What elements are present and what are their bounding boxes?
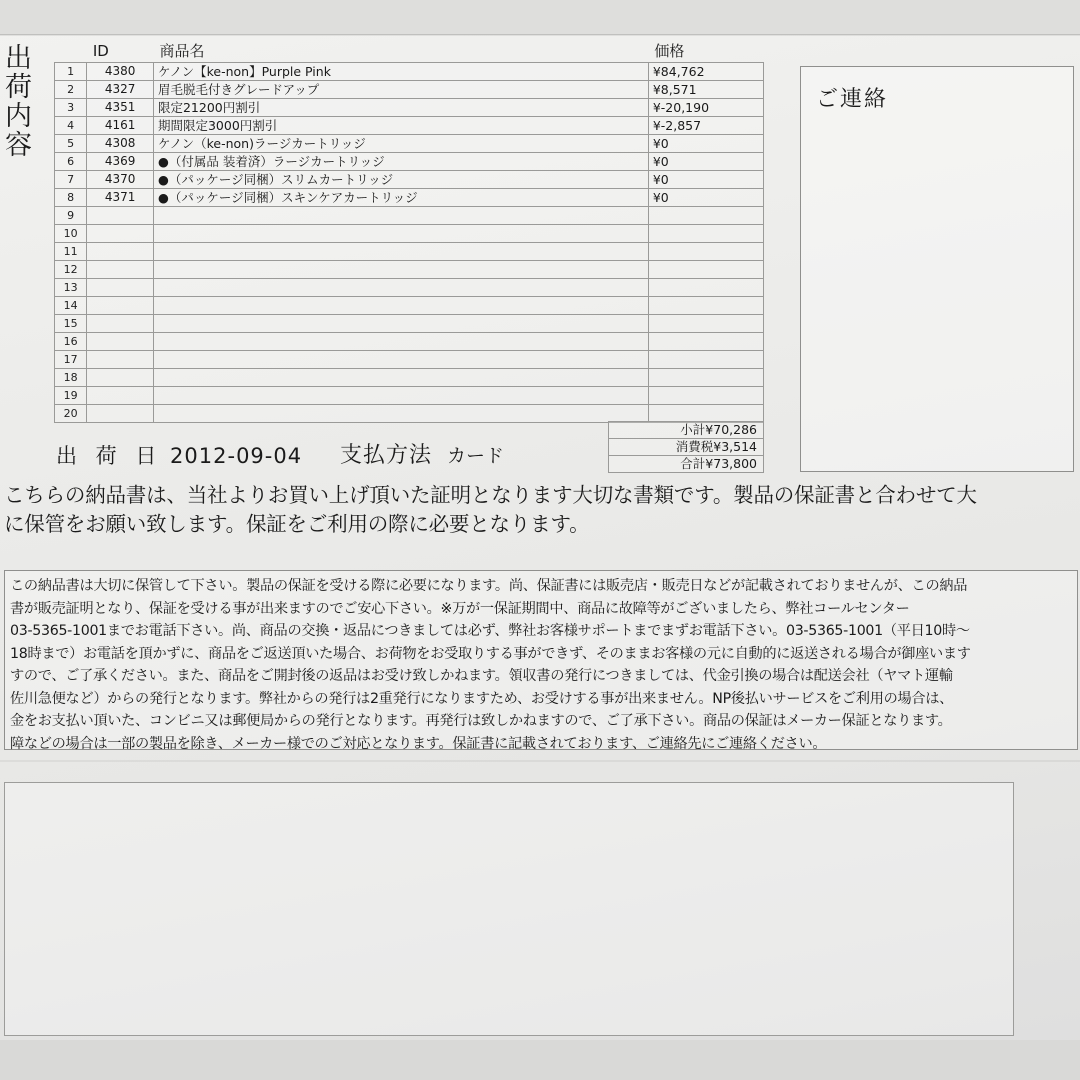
row-product-name: ケノン【ke-non】Purple Pink — [153, 63, 648, 81]
row-product-name — [153, 297, 648, 315]
row-product-name — [153, 261, 648, 279]
row-number: 14 — [55, 297, 87, 315]
table-row — [55, 153, 764, 171]
paper-bottom-shade — [0, 1040, 1080, 1080]
row-price: ¥0 — [648, 189, 763, 207]
row-product-name: ●（パッケージ同梱）スリムカートリッジ — [153, 171, 648, 189]
row-price: ¥8,571 — [648, 81, 763, 99]
paper-top-shade — [0, 0, 1080, 35]
row-number: 16 — [55, 333, 87, 351]
row-product-name: 限定21200円割引 — [153, 99, 648, 117]
row-product-name: ●（付属品 装着済）ラージカートリッジ — [153, 153, 648, 171]
row-number: 4 — [55, 117, 87, 135]
column-header-no — [55, 40, 87, 63]
row-number: 6 — [55, 153, 87, 171]
table-row — [55, 315, 764, 333]
fineprint-line-8: 障などの場合は一部の製品を除き、メーカー様でのご対応となります。保証書に記載されております、ご連絡先にご連絡ください。 — [10, 735, 827, 752]
vertical-label-char-4: 容 — [5, 130, 33, 162]
table-row — [55, 207, 764, 225]
table-row — [55, 171, 764, 189]
payment-method — [340, 438, 504, 469]
column-header-id: ID — [92, 41, 109, 60]
row-price — [648, 369, 763, 387]
fineprint-line-1: この納品書は大切に保管して下さい。製品の保証を受ける際に必要になります。尚、保証書には販売店・販売日などが記載されておりませんが、この納品 — [10, 578, 968, 594]
table-row — [55, 261, 764, 279]
table-row — [55, 117, 764, 135]
row-price — [648, 261, 763, 279]
row-number: 7 — [55, 171, 87, 189]
row-product-id — [87, 369, 154, 387]
table-row — [55, 297, 764, 315]
row-price — [648, 387, 763, 405]
section-label-vertical — [2, 44, 36, 161]
row-product-id — [87, 225, 154, 243]
payment-method-label: 支払方法 — [340, 443, 433, 468]
row-product-id — [87, 405, 154, 423]
row-price: ¥84,762 — [648, 63, 763, 81]
row-product-id: 4371 — [87, 189, 154, 207]
row-number: 19 — [55, 387, 87, 405]
fineprint-line-4: 18時まで）お電話を頂かずに、商品をご返送頂いた場合、お荷物をお受取りする事ができず、そのままお客様の元に自動的に返送される場合が御座います — [10, 645, 971, 662]
contact-box — [800, 66, 1074, 472]
notice-line-2: に保管をお願い致します。保証をご利用の際に必要となります。 — [4, 512, 590, 536]
row-product-name — [153, 315, 648, 333]
row-number: 3 — [55, 99, 87, 117]
row-product-name — [153, 333, 648, 351]
ship-date-label: 出 荷 日 — [56, 444, 163, 468]
row-product-name — [153, 225, 648, 243]
row-price — [648, 315, 763, 333]
row-product-id — [87, 333, 154, 351]
row-number: 15 — [55, 315, 87, 333]
row-number: 10 — [55, 225, 87, 243]
row-product-name — [153, 387, 648, 405]
row-product-id — [87, 387, 154, 405]
row-number: 18 — [55, 369, 87, 387]
row-product-id — [87, 279, 154, 297]
subtotal-row: 小計¥70,286 — [608, 421, 764, 439]
notice-line-1: こちらの納品書は、当社よりお買い上げ頂いた証明となります大切な書類です。製品の保証書と合わせて大 — [4, 483, 977, 507]
row-product-name: ●（パッケージ同梱）スキンケアカートリッジ — [153, 189, 648, 207]
table-row — [55, 243, 764, 261]
table-row — [55, 99, 764, 117]
row-price: ¥-20,190 — [648, 99, 763, 117]
row-product-name — [153, 369, 648, 387]
row-price: ¥-2,857 — [648, 117, 763, 135]
row-product-id: 4370 — [87, 171, 154, 189]
table-row — [55, 81, 764, 99]
ship-date — [56, 440, 302, 470]
table-row — [55, 63, 764, 81]
vertical-label-char-2: 荷 — [5, 72, 33, 104]
fineprint-line-7: 金をお支払い頂いた、コンビニ又は郵便局からの発行となります。再発行は致しかねますので、ご了承下さい。商品の保証はメーカー保証となります。 — [10, 713, 952, 729]
row-product-id — [87, 351, 154, 369]
row-price: ¥0 — [648, 153, 763, 171]
row-number: 17 — [55, 351, 87, 369]
table-row — [55, 279, 764, 297]
row-price: ¥0 — [648, 171, 763, 189]
row-product-name — [153, 405, 648, 423]
fineprint-line-3: 03-5365-1001までお電話下さい。尚、商品の交換・返品につきましては必ず、弊社お客様サポートまでまずお電話下さい。03-5365-1001（平日10時～ — [10, 623, 970, 639]
table-row — [55, 135, 764, 153]
row-product-name: 眉毛脱毛付きグレードアップ — [153, 81, 648, 99]
row-product-id: 4327 — [87, 81, 154, 99]
row-product-id: 4380 — [87, 63, 154, 81]
row-product-id — [87, 207, 154, 225]
row-product-id: 4351 — [87, 99, 154, 117]
row-price: ¥0 — [648, 135, 763, 153]
row-product-id — [87, 261, 154, 279]
row-number: 13 — [55, 279, 87, 297]
row-product-id — [87, 297, 154, 315]
row-product-name — [153, 351, 648, 369]
paper-fold-line-bottom — [0, 760, 1080, 762]
column-header-price: 価格 — [654, 41, 685, 60]
notice-text — [4, 481, 1080, 539]
table-row — [55, 333, 764, 351]
row-product-id: 4369 — [87, 153, 154, 171]
row-number: 12 — [55, 261, 87, 279]
row-product-name — [153, 243, 648, 261]
row-number: 1 — [55, 63, 87, 81]
row-price — [648, 351, 763, 369]
row-number: 20 — [55, 405, 87, 423]
row-price — [648, 243, 763, 261]
row-product-name — [153, 207, 648, 225]
row-number: 11 — [55, 243, 87, 261]
row-number: 2 — [55, 81, 87, 99]
row-product-id — [87, 243, 154, 261]
vertical-label-char-3: 内 — [5, 101, 33, 133]
paper-fold-line-top — [0, 34, 1080, 36]
row-product-id: 4161 — [87, 117, 154, 135]
items-table-header-row — [55, 40, 764, 63]
row-number: 9 — [55, 207, 87, 225]
lower-blank-box — [4, 782, 1014, 1036]
items-table-body — [55, 63, 764, 423]
row-price — [648, 297, 763, 315]
items-table — [54, 40, 764, 423]
ship-date-value: 2012-09-04 — [170, 444, 303, 468]
table-row — [55, 225, 764, 243]
row-price — [648, 405, 763, 423]
column-header-product-name: 商品名 — [159, 41, 205, 60]
fineprint-text — [10, 575, 1076, 755]
payment-method-value: カード — [447, 445, 505, 467]
row-price — [648, 207, 763, 225]
table-row — [55, 351, 764, 369]
row-product-name — [153, 279, 648, 297]
row-product-name: ケノン（ke-non)ラージカートリッジ — [153, 135, 648, 153]
fineprint-line-5: すので、ご了承ください。また、商品をご開封後の返品はお受け致しかねます。領収書の発行につきましては、代金引換の場合は配送会社（ヤマト運輸 — [10, 668, 953, 684]
table-row — [55, 405, 764, 423]
totals-summary — [608, 421, 764, 473]
table-row — [55, 369, 764, 387]
contact-box-title: ご連絡 — [816, 87, 889, 112]
row-price — [648, 333, 763, 351]
total-row: 合計¥73,800 — [608, 456, 764, 473]
table-row — [55, 189, 764, 207]
row-price — [648, 225, 763, 243]
row-number: 8 — [55, 189, 87, 207]
fineprint-line-6: 佐川急便など）からの発行となります。弊社からの発行は2重発行になりますため、お受けする事が出来ません。NP後払いサービスをご利用の場合は、 — [10, 690, 954, 707]
fineprint-line-2: 書が販売証明となり、保証を受ける事が出来ますのでご安心下さい。※万が一保証期間中、商品に故障等がございましたら、弊社コールセンター — [10, 600, 910, 617]
table-row — [55, 387, 764, 405]
row-product-id — [87, 315, 154, 333]
tax-row: 消費税¥3,514 — [608, 439, 764, 456]
items-table-head — [55, 40, 764, 63]
vertical-label-char-1: 出 — [5, 43, 33, 74]
row-price — [648, 279, 763, 297]
row-product-id: 4308 — [87, 135, 154, 153]
row-number: 5 — [55, 135, 87, 153]
row-product-name: 期間限定3000円割引 — [153, 117, 648, 135]
